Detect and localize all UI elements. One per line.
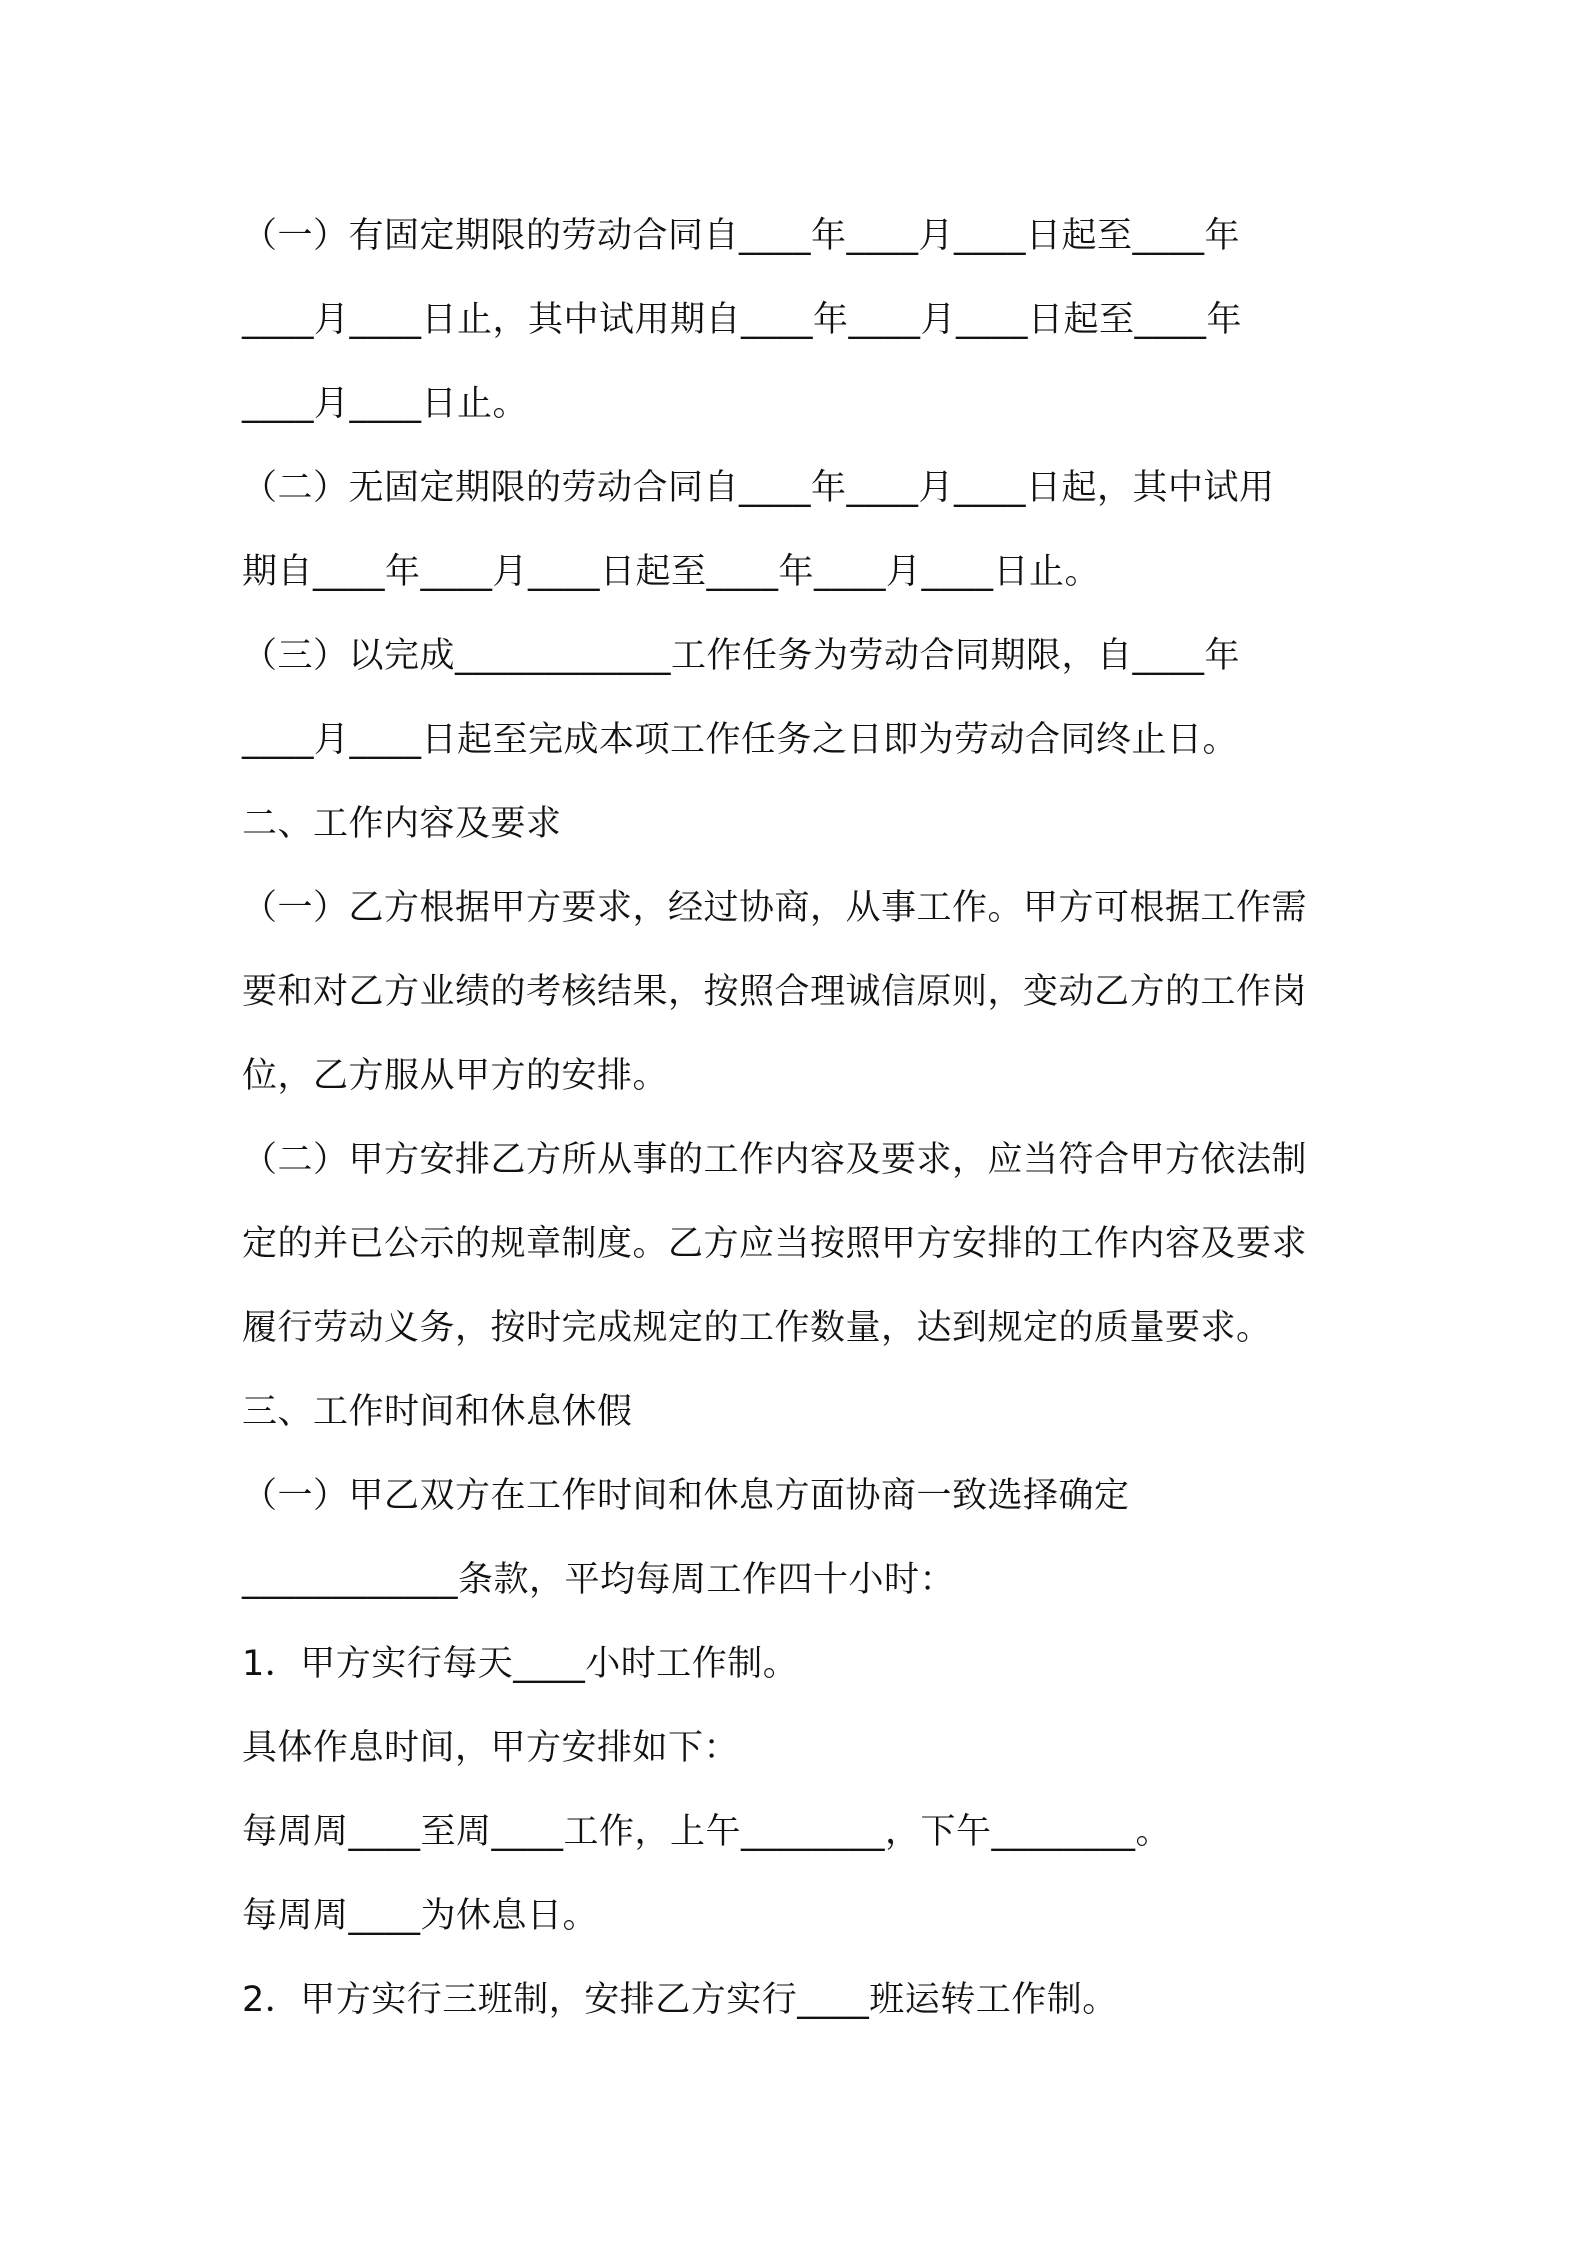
text-line: 要和对乙方业绩的考核结果，按照合理诚信原则，变动乙方的工作岗 [242, 972, 1308, 1012]
text-line: 定的并已公示的规章制度。乙方应当按照甲方安排的工作内容及要求 [242, 1224, 1308, 1264]
text-line: ____________条款，平均每周工作四十小时： [242, 1560, 956, 1600]
text-line: （二）无固定期限的劳动合同自____年____月____日起，其中试用 [242, 468, 1275, 508]
section-heading: 三、工作时间和休息休假 [242, 1392, 633, 1432]
text-line: 位，乙方服从甲方的安排。 [242, 1056, 669, 1096]
text-line: ____月____日止。 [242, 384, 529, 424]
text-line: 期自____年____月____日起至____年____月____日止。 [242, 552, 1101, 592]
text-line: （一）有固定期限的劳动合同自____年____月____日起至____年 [242, 216, 1241, 256]
text-line: 1．甲方实行每天____小时工作制。 [242, 1644, 799, 1684]
text-line: （一）甲乙双方在工作时间和休息方面协商一致选择确定 [242, 1476, 1130, 1516]
text-line: （一）乙方根据甲方要求，经过协商，从事工作。甲方可根据工作需 [242, 888, 1308, 928]
section-heading: 二、工作内容及要求 [242, 804, 562, 844]
text-line: 具体作息时间，甲方安排如下： [242, 1728, 740, 1768]
text-line: （三）以完成____________工作任务为劳动合同期限，自____年 [242, 636, 1241, 676]
text-line: ____月____日起至完成本项工作任务之日即为劳动合同终止日。 [242, 720, 1239, 760]
text-line: 2．甲方实行三班制，安排乙方实行____班运转工作制。 [242, 1980, 1118, 2020]
text-line: 每周周____至周____工作，上午________，下午________。 [242, 1812, 1172, 1852]
text-line: 履行劳动义务，按时完成规定的工作数量，达到规定的质量要求。 [242, 1308, 1272, 1348]
text-line: （二）甲方安排乙方所从事的工作内容及要求，应当符合甲方依法制 [242, 1140, 1308, 1180]
text-line: ____月____日止，其中试用期自____年____月____日起至____年 [242, 300, 1243, 340]
text-line: 每周周____为休息日。 [242, 1896, 599, 1936]
document-page [242, 194, 1362, 2042]
